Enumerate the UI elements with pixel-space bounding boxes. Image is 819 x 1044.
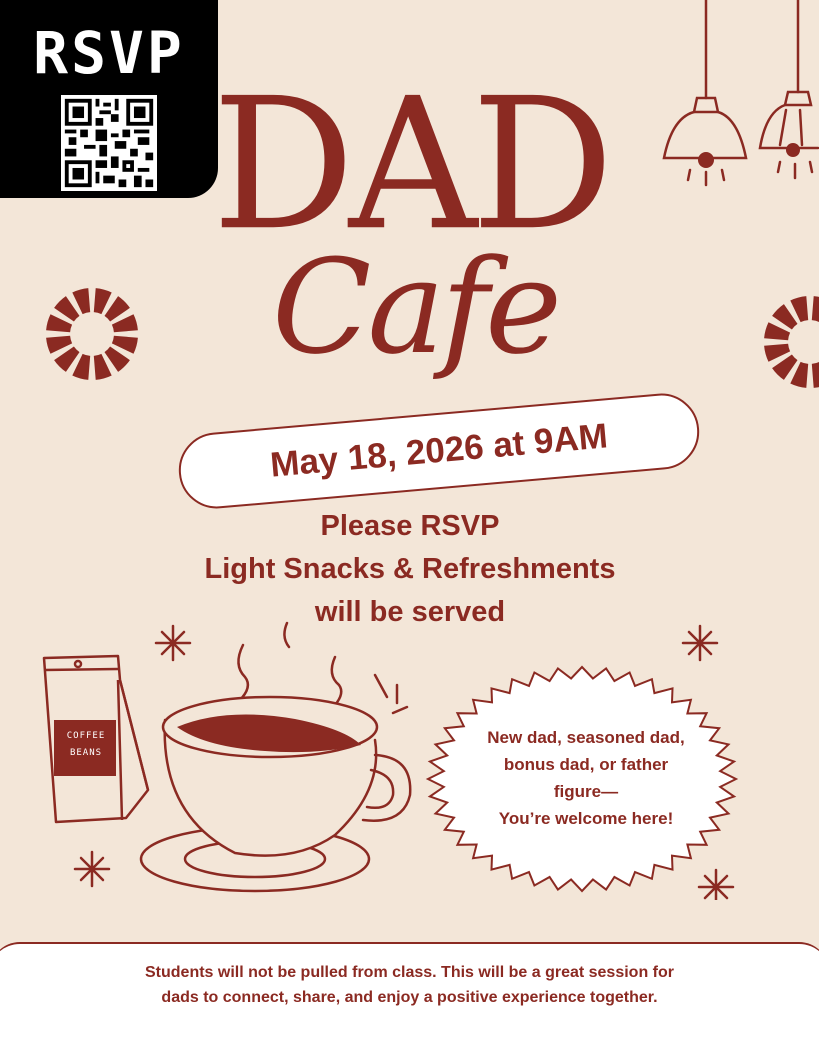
title-dad: DAD	[212, 58, 608, 271]
ring-segment	[812, 362, 819, 388]
welcome-line-2: bonus dad, or father	[503, 755, 669, 774]
footer-line-1: Students will not be pulled from class. This will be a great session for	[145, 964, 674, 981]
decorative-ring-right	[762, 294, 819, 390]
bag-label-line-1: COFFEE	[66, 731, 106, 741]
event-date: May 18, 2026 at 9AM	[268, 416, 610, 485]
qr-code[interactable]	[61, 95, 157, 191]
footer-line-2: dads to connect, share, and enjoy a positive experience together.	[161, 989, 658, 1006]
ring-segment	[105, 296, 130, 321]
welcome-line-4: You’re welcome here!	[498, 809, 674, 828]
welcome-line-3: figure—	[553, 782, 619, 801]
hanging-lamps-illustration	[650, 0, 819, 195]
rsvp-label: RSVP	[33, 19, 185, 87]
ring-segment	[105, 347, 130, 372]
ring-segment	[772, 304, 797, 329]
coffee-bag-label	[54, 728, 118, 762]
rsvp-request: Please RSVP	[320, 510, 500, 542]
coffee-cup-illustration	[135, 615, 420, 900]
event-date-pill	[176, 390, 703, 511]
ring-segment	[812, 296, 819, 322]
footer-note	[40, 960, 779, 1010]
served-info: will be served	[314, 596, 506, 628]
title-cafe: Cafe	[271, 231, 559, 383]
bag-label-line-2: BEANS	[69, 748, 103, 758]
welcome-line-1: New dad, seasoned dad,	[487, 728, 685, 747]
ring-segment	[54, 296, 79, 321]
decorative-ring-left	[44, 286, 140, 382]
welcome-message	[455, 724, 717, 832]
ring-segment	[54, 347, 79, 372]
snacks-info: Light Snacks & Refreshments	[204, 553, 616, 585]
ring-segment	[772, 355, 797, 380]
